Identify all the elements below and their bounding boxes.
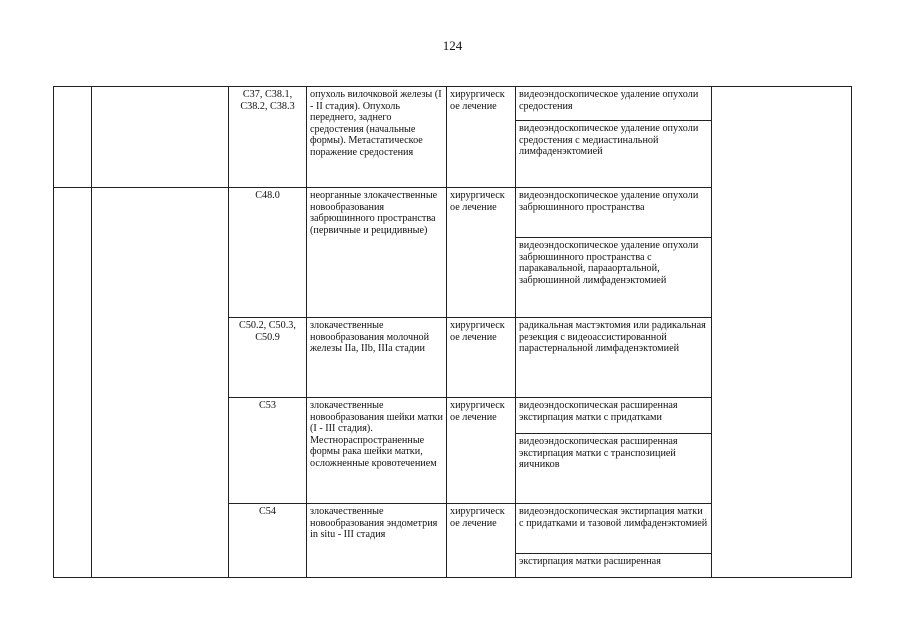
treatment-line: хирургическ (450, 89, 505, 100)
treatment-line: ое лечение (450, 517, 497, 529)
method-cell: радикальная мастэктомия или радикальная резекция с видеоассистированной парастернальной лимфаденэктомией (516, 318, 712, 398)
treatment-line: ое лечение (450, 411, 497, 423)
treatment-table (53, 86, 852, 578)
treatment-line: хирургическ (450, 320, 505, 331)
method-cell: видеоэндоскопическое удаление опухоли средостения (516, 87, 712, 121)
code-line: C37, C38.1, (242, 89, 293, 100)
treatment-cell (447, 188, 516, 318)
code-cell (229, 188, 307, 318)
blank-cell (92, 87, 229, 188)
diagnosis-cell: злокачественные новообразования эндометрия in situ - III стадия (307, 504, 447, 578)
code-line: C48.0 (255, 190, 280, 201)
table-row (54, 87, 852, 121)
code-cell (229, 504, 307, 578)
treatment-cell (447, 504, 516, 578)
diagnosis-cell: неорганные злокачественные новообразования забрюшинного пространства (первичные и рецидивные) (307, 188, 447, 318)
blank-cell (92, 318, 229, 578)
treatment-line: ое лечение (450, 331, 497, 343)
blank-cell (92, 188, 229, 318)
code-line: C54 (259, 506, 276, 517)
treatment-line: хирургическ (450, 506, 505, 517)
code-cell (229, 398, 307, 504)
treatment-line: ое лечение (450, 100, 497, 112)
code-cell (229, 87, 307, 188)
treatment-cell (447, 318, 516, 398)
treatment-cell (447, 398, 516, 504)
treatment-line: хирургическ (450, 400, 505, 411)
blank-cell (712, 87, 852, 578)
code-line: C50.2, C50.3, (239, 320, 296, 331)
diagnosis-cell: злокачественные новообразования шейки матки (I - III стадия). Местнораспространенные формы рака шейки матки, осложненные кровотечением (307, 398, 447, 504)
code-cell (229, 318, 307, 398)
code-line: C53 (259, 400, 276, 411)
diagnosis-cell: злокачественные новообразования молочной железы IIa, IIb, IIIa стадии (307, 318, 447, 398)
diagnosis-cell: опухоль вилочковой железы (I - II стадия). Опухоль переднего, заднего средостения (начальные формы). Метастатическое поражение средостения (307, 87, 447, 188)
code-line: C50.9 (255, 331, 280, 343)
method-cell: экстирпация матки расширенная (516, 554, 712, 578)
method-cell: видеоэндоскопическое удаление опухоли средостения с медиастинальной лимфаденэктомией (516, 121, 712, 188)
treatment-cell (447, 87, 516, 188)
method-cell: видеоэндоскопическая экстирпация матки с придатками и тазовой лимфаденэктомией (516, 504, 712, 554)
blank-cell (54, 87, 92, 188)
page-number: 124 (442, 38, 463, 53)
method-cell: видеоэндоскопическое удаление опухоли забрюшинного пространства с паракавальной, парааортальной, забрюшинной лимфаденэктомией (516, 238, 712, 318)
blank-cell (54, 188, 92, 578)
treatment-line: хирургическ (450, 190, 505, 201)
treatment-line: ое лечение (450, 201, 497, 213)
code-line: C38.2, C38.3 (240, 100, 295, 112)
method-cell: видеоэндоскопическое удаление опухоли забрюшинного пространства (516, 188, 712, 238)
method-cell: видеоэндоскопическая расширенная экстирпация матки с придатками (516, 398, 712, 434)
method-cell: видеоэндоскопическая расширенная экстирпация матки с транспозицией яичников (516, 434, 712, 504)
